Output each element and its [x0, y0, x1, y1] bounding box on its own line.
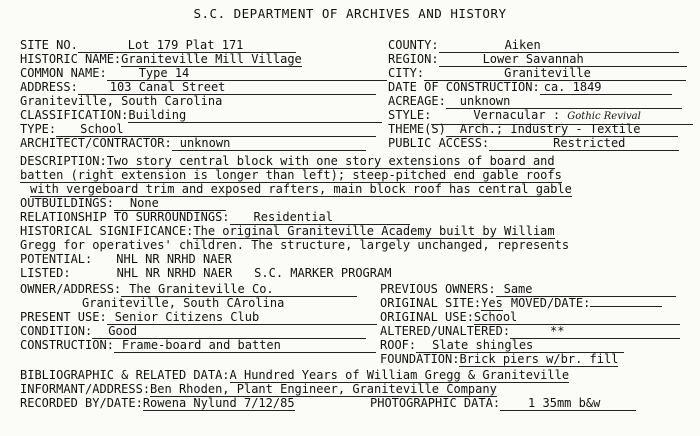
original-site-label: ORIGINAL SITE:	[380, 296, 482, 310]
owner-label: OWNER/ADDRESS:	[20, 282, 122, 296]
listed-row	[20, 266, 391, 280]
public-access-value: Restricted	[489, 136, 679, 151]
type-label: TYPE:	[20, 122, 57, 136]
address-line2: Graniteville, South Carolina	[20, 94, 223, 108]
informant-value: Ben Rhoden, Plant Engineer, Graniteville Company	[150, 382, 497, 396]
roof-row	[380, 338, 624, 352]
architect-row	[20, 136, 366, 150]
altered-label: ALTERED/UNALTERED:	[380, 324, 511, 338]
moved-date-label: MOVED/DATE:	[510, 296, 591, 310]
date-construction-value: ca. 1849	[540, 80, 672, 95]
bibliographic-label: BIBLIOGRAPHIC & RELATED DATA:	[20, 368, 230, 382]
historic-name-row	[20, 52, 302, 66]
outbuildings-row	[20, 196, 226, 210]
architect-label: ARCHITECT/CONTRACTOR:	[20, 136, 172, 150]
marker-program: S.C. MARKER PROGRAM	[254, 266, 392, 280]
acreage-label: ACREAGE:	[388, 94, 446, 108]
style-value: Vernacular	[473, 108, 546, 122]
city-value: Graniteville	[424, 66, 686, 81]
previous-owners-label: PREVIOUS OWNERS:	[380, 282, 496, 296]
date-construction-row	[388, 80, 672, 94]
listed-label: LISTED:	[20, 266, 71, 280]
description-line3: with vergeboard trim and exposed rafters, main block roof has central gable	[30, 182, 572, 196]
condition-value: Good	[92, 324, 366, 339]
address-label: ADDRESS:	[20, 80, 78, 94]
site-no-row	[20, 38, 296, 52]
historic-name-value: Graniteville Mill Village	[121, 52, 302, 66]
construction-label: CONSTRUCTION:	[20, 338, 114, 352]
site-no-value: Lot 179 Plat 171	[78, 38, 296, 53]
description-line2: batten (right extension is longer than left); steep-pitched end gable roofs	[20, 168, 562, 182]
foundation-value: Brick piers w/br. fill	[459, 352, 619, 366]
original-site-value: Yes	[481, 296, 503, 310]
acreage-value: unknown	[446, 94, 682, 109]
style-label: STYLE:	[388, 108, 432, 122]
outbuildings-value: None	[114, 196, 226, 211]
form-title: S.C. DEPARTMENT OF ARCHIVES AND HISTORY	[193, 6, 507, 21]
construction-value: Frame-board and batten	[114, 338, 376, 353]
historical-significance-line2: Gregg for operatives' children. The structure, largely unchanged, represents	[20, 238, 570, 252]
address-row	[20, 80, 376, 94]
style-row: STYLE: Vernacular : Gothic Revival	[388, 108, 693, 122]
region-value: Lower Savannah	[439, 52, 687, 67]
region-row	[388, 52, 687, 66]
recorded-by-value: Rowena Nylund 7/12/85	[142, 396, 295, 410]
classification-row	[20, 108, 382, 122]
original-use-value: School	[474, 310, 680, 325]
construction-row	[20, 338, 376, 352]
historical-significance-label: HISTORICAL SIGNIFICANCE:	[20, 224, 194, 238]
public-access-row	[388, 136, 679, 150]
theme-value: Arch.; Industry - Textile	[446, 122, 678, 137]
altered-row	[380, 324, 680, 338]
roof-value: Slate shingles	[416, 338, 624, 353]
date-construction-label: DATE OF CONSTRUCTION:	[388, 80, 540, 94]
moved-date-blank	[590, 306, 662, 307]
previous-owners-value: Same	[496, 282, 676, 297]
present-use-row	[20, 310, 377, 324]
relationship-value: Residential	[230, 210, 410, 225]
recorded-by-label: RECORDED BY/DATE:	[20, 396, 143, 410]
county-label: COUNTY:	[388, 38, 439, 52]
site-no-label: SITE NO.	[20, 38, 78, 52]
theme-row	[388, 122, 678, 136]
owner-value: The Graniteville Co.	[121, 282, 357, 297]
outbuildings-label: OUTBUILDINGS:	[20, 196, 114, 210]
listed-value: NHL NR NRHD NAER	[116, 266, 233, 280]
county-value: Aiken	[439, 38, 679, 53]
historic-name-label: HISTORIC NAME:	[20, 52, 122, 66]
common-name-value: Type 14	[107, 66, 387, 81]
present-use-value: Senior Citizens Club	[107, 310, 377, 325]
type-row	[20, 122, 376, 136]
relationship-row	[20, 210, 410, 224]
historical-significance-line1: The original Graniteville Academy built by William	[193, 224, 555, 238]
photographic-data-value: 1 35mm b&w	[500, 396, 636, 411]
photographic-data-row	[370, 396, 636, 410]
original-site-row	[380, 296, 662, 310]
photographic-data-label: PHOTOGRAPHIC DATA:	[370, 396, 501, 410]
classification-value: Building	[128, 108, 382, 123]
historical-significance-row	[20, 224, 555, 238]
present-use-label: PRESENT USE:	[20, 310, 107, 324]
roof-label: ROOF:	[380, 338, 417, 352]
owner-row	[20, 282, 357, 296]
recorded-by-row	[20, 396, 295, 410]
potential-label: POTENTIAL:	[20, 252, 93, 266]
altered-value: **	[510, 324, 680, 339]
informant-label: INFORMANT/ADDRESS:	[20, 382, 151, 396]
theme-label: THEME(S)	[388, 122, 446, 136]
city-row	[388, 66, 686, 80]
original-use-label: ORIGINAL USE:	[380, 310, 474, 324]
county-row	[388, 38, 679, 52]
original-use-row	[380, 310, 680, 324]
description-row	[20, 154, 555, 168]
potential-value: NHL NR NRHD NAER	[116, 252, 232, 266]
potential-row	[20, 252, 232, 266]
description-label: DESCRIPTION:	[20, 154, 107, 168]
condition-row	[20, 324, 366, 338]
region-label: REGION:	[388, 52, 439, 66]
informant-row	[20, 382, 497, 396]
previous-owners-row	[380, 282, 676, 296]
architect-value: unknown	[172, 136, 366, 151]
description-line1: Two story central block with one story extensions of board and	[106, 154, 555, 168]
common-name-row	[20, 66, 387, 80]
foundation-row	[380, 352, 618, 366]
address-value: 103 Canal Street	[78, 80, 376, 95]
bibliographic-value: A Hundred Years of William Gregg & Graniteville	[229, 368, 570, 382]
foundation-label: FOUNDATION:	[380, 352, 460, 366]
city-label: CITY:	[388, 66, 425, 80]
classification-label: CLASSIFICATION:	[20, 108, 129, 122]
type-value: School	[56, 122, 376, 137]
style-handwritten: Gothic Revival	[567, 111, 641, 122]
public-access-label: PUBLIC ACCESS:	[388, 136, 490, 150]
relationship-label: RELATIONSHIP TO SURROUNDINGS:	[20, 210, 230, 224]
bibliographic-row	[20, 368, 569, 382]
condition-label: CONDITION:	[20, 324, 93, 338]
common-name-label: COMMON NAME:	[20, 66, 107, 80]
owner-line2: Graniteville, South CArolina	[82, 296, 285, 310]
acreage-row	[388, 94, 682, 108]
